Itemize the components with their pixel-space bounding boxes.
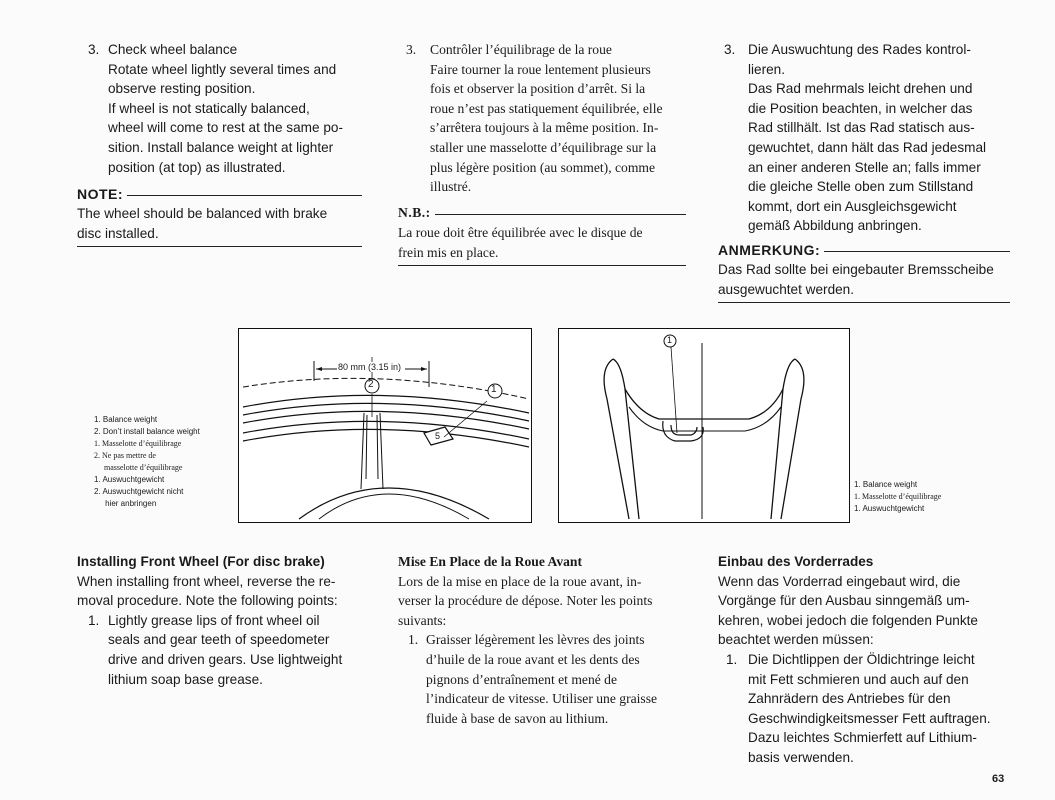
de-item-1 [718, 650, 1018, 768]
figure-2-legend [854, 479, 1034, 515]
en-note [77, 186, 362, 247]
de-section-line: Vorgänge für den Ausbau sinngemäß um- [718, 593, 970, 609]
en-item-1-line: Lightly grease lips of front wheel oil [108, 612, 320, 628]
en-item-1-line: seals and gear teeth of speedometer [108, 632, 330, 648]
legend-line: 1. Masselotte d’équilibrage [854, 492, 942, 501]
en-step-3-line: position (at top) as illustrated. [108, 159, 286, 175]
fr-step-3-line: plus légère position (au sommet), comme [430, 159, 656, 175]
en-section-install-front-wheel [77, 552, 377, 689]
fr-item-1-line: d’huile de la roue avant et les dents des [426, 651, 640, 667]
legend-line: 2. Ne pas mettre de [94, 451, 156, 460]
page-number: 63 [992, 773, 1005, 785]
de-item-1-line: basis verwenden. [748, 749, 854, 765]
figure-1-wheel-top-view [238, 328, 532, 523]
de-step-3-title: Die Auswuchtung des Rades kontrol- [748, 42, 971, 57]
de-step-3-line: an einer anderen Stelle an; falls immer [748, 159, 981, 175]
fr-step-3-number: 3. [406, 42, 417, 57]
en-section-line: When installing front wheel, reverse the re- [77, 573, 336, 589]
fr-item-1-number: 1. [408, 632, 419, 648]
fr-section-line: verser la procédure de dépose. Noter les points [398, 593, 653, 609]
de-note-line: Das Rad sollte bei eingebauter Bremsscheibe [718, 262, 994, 277]
fr-section-heading: Mise En Place de la Roue Avant [398, 554, 583, 569]
en-step-3-title: Check wheel balance [108, 42, 238, 57]
fr-note-line: frein mis en place. [398, 244, 499, 260]
dimension-label: 80 mm (3.15 in) [338, 362, 402, 372]
en-step-3-line: If wheel is not statically balanced, [108, 100, 310, 116]
de-section-line: beachtet werden müssen: [718, 632, 874, 648]
fr-step-3-line: staller une masselotte d’équilibrage sur la [430, 139, 657, 155]
fr-step-3-line: illustré. [430, 179, 472, 195]
figure-1-legend [94, 414, 239, 510]
fr-section-line: Lors de la mise en place de la roue avant, in- [398, 573, 642, 589]
legend-line: hier anbringen [94, 499, 157, 508]
wheel-rim-drawing [239, 329, 531, 522]
fr-section-line: suivants: [398, 612, 447, 628]
en-step-3-line: Rotate wheel lightly several times and [108, 61, 337, 77]
en-step-3-line: observe resting position. [108, 81, 256, 97]
en-note-rule [127, 195, 362, 196]
de-item-1-line: mit Fett schmieren und auch auf den [748, 671, 969, 687]
de-step-3-number: 3. [724, 42, 736, 57]
de-note-rule [824, 251, 1010, 252]
de-section-einbau-vorderrad [718, 552, 1018, 768]
en-section-line: moval procedure. Note the following points: [77, 593, 338, 609]
fr-item-1-line: l’indicateur de vitesse. Utiliser une graisse [426, 691, 658, 707]
de-item-1-line: Die Dichtlippen der Öldichtringe leicht [748, 651, 975, 667]
callout-2-number: 2 [368, 379, 374, 390]
legend-line: 1. Auswuchtgewicht [854, 504, 925, 513]
fr-note [398, 205, 686, 266]
legend-line: 1. Balance weight [94, 415, 158, 424]
de-step-3-line: die Position beachten, in welcher das [748, 100, 973, 116]
fr-step-3-line: fois et observer la position d’arrêt. Si la [430, 81, 646, 97]
callout-1-number: 1 [491, 384, 497, 395]
weight-mark: 5 [435, 431, 441, 441]
fr-step-3 [398, 40, 698, 197]
figure-2-rim-cross-section [558, 328, 850, 523]
en-item-1-number: 1. [88, 612, 100, 628]
de-item-1-number: 1. [726, 651, 738, 667]
de-step-3-title: lieren. [748, 61, 786, 77]
legend-line: 1. Masselotte d’équilibrage [94, 439, 182, 448]
fr-step-3-line: s’arrêtera toujours à la même position. In- [430, 120, 659, 136]
fr-step-3-line: Faire tourner la roue lentement plusieurs [430, 61, 651, 77]
en-section-heading: Installing Front Wheel (For disc brake) [77, 554, 325, 569]
legend-line: masselotte d’équilibrage [94, 463, 183, 472]
rim-cross-section-drawing [559, 329, 849, 522]
en-step-3 [88, 40, 378, 177]
fr-item-1-line: fluide à base de savon au lithium. [426, 710, 609, 726]
de-item-1-line: Dazu leichtes Schmierfett auf Lithium- [748, 730, 977, 746]
de-note [718, 242, 1010, 303]
de-item-1-line: Zahnrädern des Antriebes für den [748, 691, 951, 707]
fr-note-line: La roue doit être équilibrée avec le disque de [398, 225, 643, 240]
de-item-1-line: Geschwindigkeitsmesser Fett auftragen. [748, 710, 991, 726]
legend-line: 2. Don’t install balance weight [94, 427, 200, 436]
fr-item-1-line: pignons d’entraînement et mené de [426, 671, 618, 687]
fr-note-rule [435, 214, 686, 215]
en-item-1-line: drive and driven gears. Use lightweight [108, 651, 343, 667]
fr-section-mise-en-place [398, 552, 698, 728]
de-note-line: ausgewuchtet werden. [718, 281, 855, 297]
en-note-line: The wheel should be balanced with brake [77, 206, 328, 221]
en-item-1 [77, 611, 377, 689]
de-section-heading: Einbau des Vorderrades [718, 554, 874, 569]
de-step-3-line: Das Rad mehrmals leicht drehen und [748, 81, 973, 97]
de-step-3-line: gemäß Abbildung anbringen. [748, 218, 922, 234]
de-note-heading: ANMERKUNG: [718, 242, 821, 258]
legend-line: 2. Auswuchtgewicht nicht [94, 487, 184, 496]
fr-step-3-title: Contrôler l’équilibrage de la roue [430, 42, 612, 57]
de-step-3-line: kommt, dort ein Ausgleichsgewicht [748, 198, 957, 214]
de-step-3-line: die gleiche Stelle oben zum Stillstand [748, 179, 974, 195]
en-step-3-line: sition. Install balance weight at lighter [108, 139, 334, 155]
de-step-3-line: Rad stillhält. Ist das Rad statisch aus- [748, 120, 975, 136]
en-note-heading: NOTE: [77, 186, 124, 202]
fr-note-heading: N.B.: [398, 205, 431, 220]
en-item-1-line: lithium soap base grease. [108, 671, 263, 687]
fr-item-1 [398, 630, 698, 728]
legend-line: 1. Auswuchtgewicht [94, 475, 165, 484]
fr-step-3-line: roue n’est pas statiquement équilibrée, elle [430, 100, 663, 116]
de-section-line: kehren, wobei jedoch die folgenden Punkte [718, 612, 978, 628]
legend-line: 1. Balance weight [854, 480, 918, 489]
fr-item-1-line: Graisser légèrement les lèvres des joints [426, 632, 645, 648]
de-step-3 [724, 40, 1014, 236]
de-section-line: Wenn das Vorderrad eingebaut wird, die [718, 573, 961, 589]
en-step-3-number: 3. [88, 42, 100, 57]
callout-1-number: 1 [667, 335, 673, 345]
de-step-3-line: gewuchtet, dann hält das Rad jedesmal [748, 139, 987, 155]
en-step-3-line: wheel will come to rest at the same po- [108, 120, 343, 136]
en-note-line: disc installed. [77, 225, 159, 241]
